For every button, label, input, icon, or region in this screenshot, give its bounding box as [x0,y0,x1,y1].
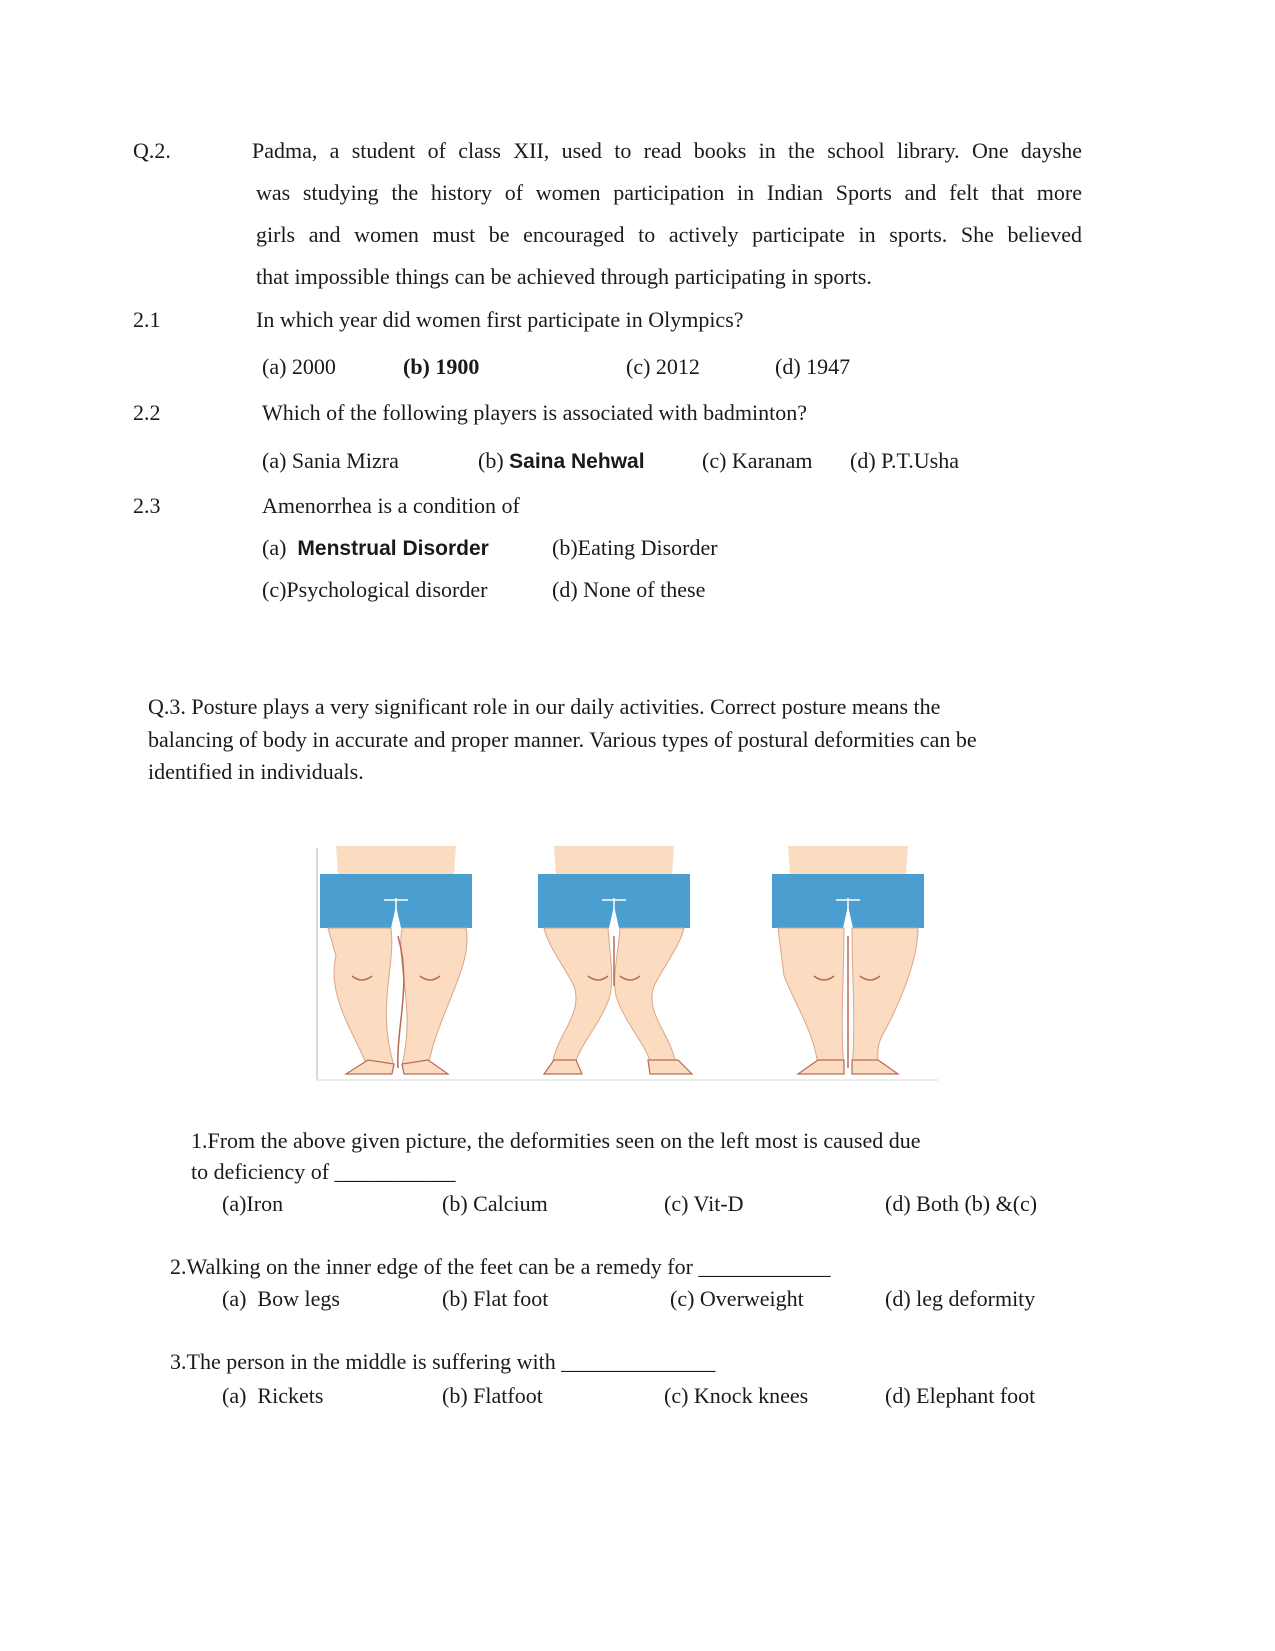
question-text: Which of the following players is associated with badminton? [262,400,807,425]
option-c: (c) Overweight [670,1286,804,1311]
q2-passage-line: was studying the history of women participation in Indian Sports and felt that more [256,180,1082,205]
option-b-answer: (b) Saina Nehwal [478,448,645,473]
q3-intro-line: identified in individuals. [148,759,364,784]
option-a: (a) 2000 [262,354,336,379]
option-a: (a) Bow legs [222,1286,340,1311]
third-legs-illustration [772,846,924,1074]
option-d: (d) None of these [552,577,706,602]
q2-passage-line: Padma, a student of class XII, used to read books in the school library. One dayshe [252,138,1082,163]
q2-passage-line: that impossible things can be achieved through participating in sports. [256,264,872,289]
leg-deformities-figure [316,846,940,1082]
option-c: (c) Karanam [702,448,813,473]
q2-number: Q.2. [133,138,171,163]
option-d: (d) Both (b) &(c) [885,1191,1038,1216]
option-d: (d) leg deformity [885,1286,1036,1311]
q3-question-stem: to deficiency of ___________ [191,1159,456,1184]
option-b: (b) Flatfoot [442,1383,543,1408]
q3-intro-line: balancing of body in accurate and proper manner. Various types of postural deformities can be [148,727,977,752]
question-text: Amenorrhea is a condition of [262,493,520,518]
question-number: 2.3 [133,493,161,518]
option-b: (b) Calcium [442,1191,548,1216]
option-c: (c) 2012 [626,354,700,379]
q3-question-stem: 1.From the above given picture, the deformities seen on the left most is caused due [191,1128,921,1153]
option-a: (a) Rickets [222,1383,324,1408]
option-a-answer: (a) Menstrual Disorder [262,535,489,560]
option-b: (b) Flat foot [442,1286,549,1311]
question-number: 2.1 [133,307,161,332]
option-a: (a) Sania Mizra [262,448,399,473]
option-b: (b)Eating Disorder [552,535,718,560]
knock-knees-illustration [538,846,692,1074]
bow-legs-illustration [320,846,472,1074]
question-text: In which year did women first participate in Olympics? [256,307,744,332]
option-d: (d) Elephant foot [885,1383,1036,1408]
option-d: (d) 1947 [775,354,851,379]
option-c: (c)Psychological disorder [262,577,488,602]
q3-question-stem: 3.The person in the middle is suffering with ______________ [170,1349,716,1374]
q3-question-stem: 2.Walking on the inner edge of the feet can be a remedy for ____________ [170,1254,831,1279]
option-d: (d) P.T.Usha [850,448,959,473]
q2-passage-line: girls and women must be encouraged to actively participate in sports. She believed [256,222,1082,247]
option-c: (c) Knock knees [664,1383,809,1408]
option-b-answer: (b) 1900 [403,354,480,379]
q3-intro-line: Q.3. Posture plays a very significant role in our daily activities. Correct posture means the [148,694,941,719]
option-c: (c) Vit-D [664,1191,744,1216]
option-a: (a)Iron [222,1191,284,1216]
question-number: 2.2 [133,400,161,425]
